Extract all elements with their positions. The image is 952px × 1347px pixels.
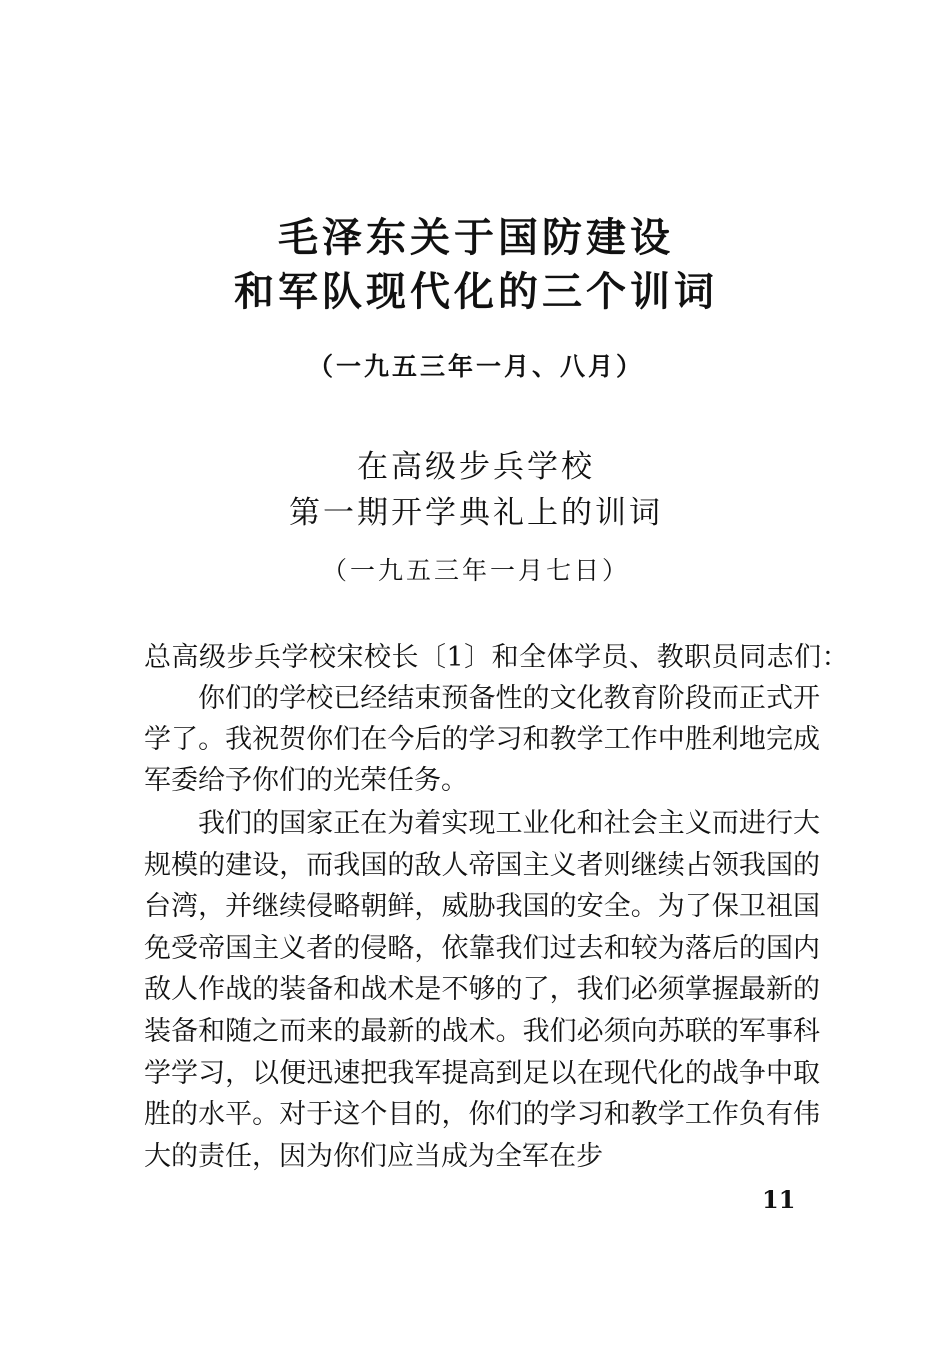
- paragraph-2: 我们的国家正在为着实现工业化和社会主义而进行大规模的建设，而我国的敌人帝国主义者则继续占领我国的台湾，并继续侵略朝鲜，威胁我国的安全。为了保卫祖国免受帝国主义者的侵略，依靠我们过去和较为落后的国内敌人作战的装备和战术是不够的了，我们必须掌握最新的装备和随之而来的最新的战术。我们必须向苏联的军事科学学习，以便迅速把我军提高到足以在现代化的战争中取胜的水平。对于这个目的，你们的学习和教学工作负有伟大的责任，因为你们应当成为全军在步: [144, 808, 820, 1172]
- sub-date: （一九五三年一月七日）: [321, 556, 630, 585]
- page-number: 11: [762, 1185, 796, 1214]
- main-title-line-1: 毛泽东关于国防建设: [278, 215, 674, 261]
- sub-title-line-1: 在高级步兵学校: [357, 449, 595, 485]
- paragraph-1: 你们的学校已经结束预备性的文化教育阶段而正式开学了。我祝贺你们在今后的学习和教学工作中胜利地完成军委给予你们的光荣任务。: [144, 683, 820, 796]
- main-date: （一九五三年一月、八月）: [307, 352, 644, 381]
- main-title-line-2: 和军队现代化的三个训词: [234, 269, 718, 315]
- sub-title-line-2: 第一期开学典礼上的训词: [289, 495, 663, 531]
- salutation: 总高级步兵学校宋校长〔1〕和全体学员、教职员同志们：: [144, 642, 850, 673]
